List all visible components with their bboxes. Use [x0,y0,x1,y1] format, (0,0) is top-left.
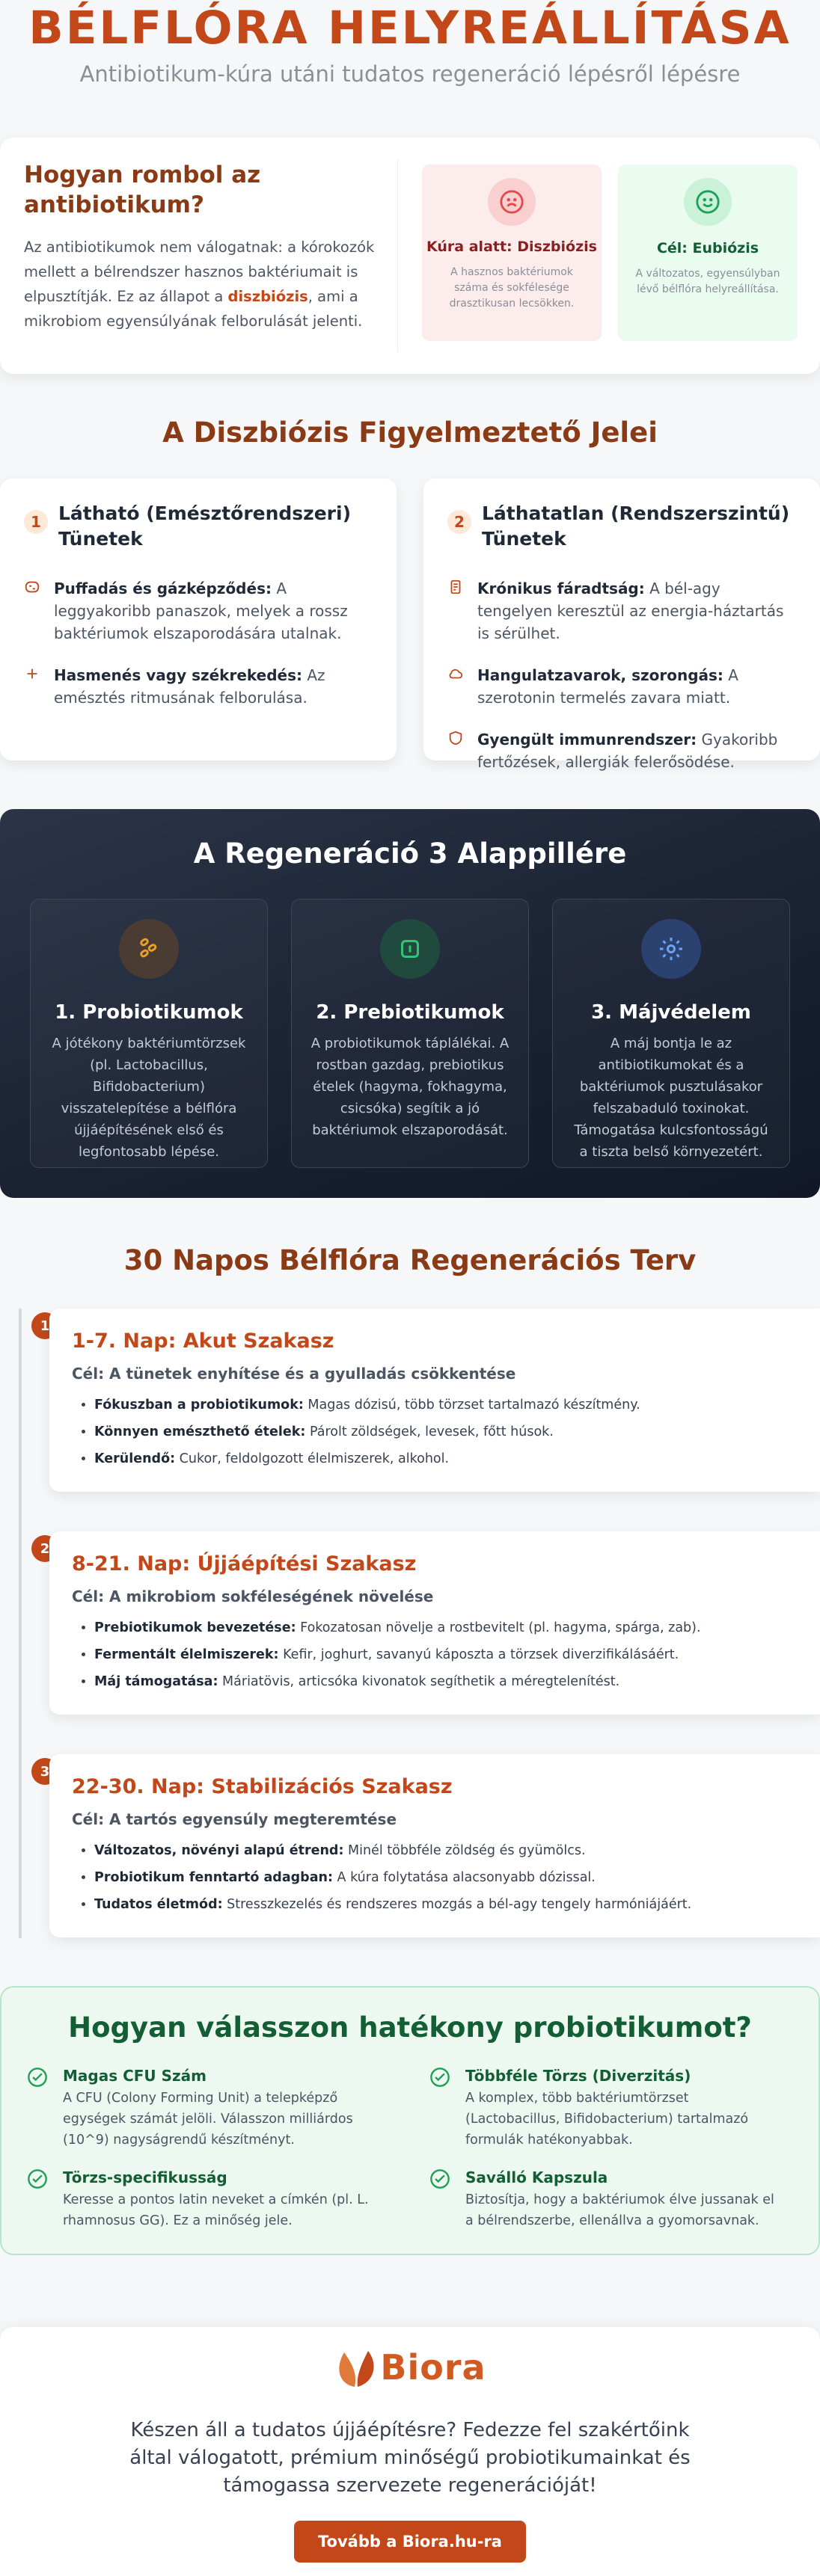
list-item: Saválló Kapszula Biztosítja, hogy a baktériumok élve jussanak el a bélrendszerbe, ellenállva a gyomorsavnak. [429,2168,781,2231]
diszbiozis-card [422,165,602,341]
check-icon [429,2067,465,2151]
diszbiozis-text: A hasznos baktériumok száma és sokfélesége drasztikusan lecsökken. [449,266,575,310]
diszbiozis-highlight: diszbiózis [227,288,308,305]
intro-text-block [0,160,398,351]
bacteria-icon [119,919,179,979]
visible-symptoms-card [0,479,397,760]
phase-title: 1-7. Nap: Akut Szakasz [72,1330,334,1353]
eubiozis-title: Cél: Eubiózis [656,240,759,256]
list-item: Törzs-specifikusság Keresse a pontos latin neveket a címkén (pl. L. rhamnosus GG). Ez a minőség jele. [27,2168,379,2231]
probiotic-guide [0,1986,820,2255]
gear-icon [641,919,701,979]
list-item: • Változatos, növényi alapú étrend: Minél többféle zöldség és gyümölcs. [94,1837,798,1864]
symptom-number: 2 [447,510,471,534]
phase-goal: Cél: A tünetek enyhítése és a gyulladás csökkentése [72,1365,516,1383]
phase-goal: Cél: A tartós egyensúly megteremtése [72,1810,397,1828]
stomach-icon [24,577,54,645]
phase-card-acute [49,1309,820,1492]
intro-text: Az antibiotikumok nem válogatnak: a kórokozók mellett a bélrendszer hasznos baktériumait is elpusztítják. Ez az állapot a diszbiózis, ami a mikrobiom egyensúlyának felborulását jelenti. [24,239,375,330]
list-item: Magas CFU Szám A CFU (Colony Forming Unit) a telepképző egységek számát jelöli. Válasszon milliárdos (10^9) nagyságrendű készítményt. [27,2067,379,2151]
list-item: Gyengült immunrendszer: Gyakoribb fertőzések, allergiák felerősödése. [447,728,798,773]
diszbiozis-title: Kúra alatt: Diszbiózis [426,239,597,255]
list-item: • Probiotikum fenntartó adagban: A kúra folytatása alacsonyabb dózissal. [94,1864,798,1891]
pillar-text: A máj bontja le az antibiotikumokat és a baktériumok pusztulásakor felszabaduló toxinokat. Támogatása kulcsfontosságú a tiszta belső környezetért. [574,1036,768,1160]
battery-icon [447,577,477,645]
phase-title: 22-30. Nap: Stabilizációs Szakasz [72,1775,453,1798]
visit-biora-button[interactable]: Tovább a Biora.hu-ra [294,2521,526,2563]
symptom-number: 1 [24,510,48,534]
phase-number: 2 [31,1535,58,1562]
pillar-title: 1. Probiotikumok [55,1001,243,1024]
list-item: • Prebiotikumok bevezetése: Fokozatosan növelje a rostbevitelt (pl. hagyma, spárga, zab). [94,1614,798,1641]
phase-goal: Cél: A mikrobiom sokféleségének növelése [72,1587,434,1605]
probiotic-title: Hogyan válasszon hatékony probiotikumot? [68,2011,752,2044]
list-item: • Máj támogatása: Máriatövis, articsóka kivonatok segíthetik a méregtelenítést. [94,1668,798,1695]
biora-logo[interactable] [0,2345,820,2390]
capsule-icon [380,919,440,979]
logo-text: Biora [380,2347,486,2388]
timeline-line [19,1309,22,1938]
pillars-section [0,809,820,1198]
cta-text: Készen áll a tudatos újjáépítésre? Fedezze fel szakértőink által válogatott, prémium minőségű probiotikumainkat és támogassa szervezete regenerációját! [129,2419,691,2497]
eubiozis-card [618,165,798,341]
shield-icon [447,728,477,773]
list-item: Hangulatzavarok, szorongás: A szerotonin termelés zavara miatt. [447,664,798,709]
check-icon [27,2067,63,2151]
symptoms-title: A Diszbiózis Figyelmeztető Jelei [162,416,658,449]
pillar-card-probiotics [30,899,268,1168]
list-item: • Kerülendő: Cukor, feldolgozott élelmiszerek, alkohol. [94,1445,798,1472]
list-item: • Könnyen emészthető ételek: Párolt zöldségek, levesek, főtt húsok. [94,1418,798,1445]
list-item: • Fermentált élelmiszerek: Kefir, joghurt, savanyú káposzta a törzsek diverzifikálásáért. [94,1641,798,1668]
pillar-card-prebiotics [291,899,529,1168]
check-icon [27,2168,63,2231]
check-icon [429,2168,465,2231]
sad-face-icon [488,178,536,226]
eubiozis-text: A változatos, egyensúlyban lévő bélflóra helyreállítása. [635,268,780,295]
list-item: • Tudatos életmód: Stresszkezelés és rendszeres mozgás a bél-agy tengely harmóniájáért. [94,1891,798,1918]
list-item: Többféle Törzs (Diverzitás) A komplex, több baktériumtörzset (Lactobacillus, Bifidobacterium) tartalmazó formulák hatékonyabbak. [429,2067,781,2151]
phase-number: 1 [31,1312,58,1339]
leaf-icon [334,2345,380,2390]
happy-face-icon [684,178,732,226]
intro-card [0,138,820,374]
plan-title: 30 Napos Bélflóra Regenerációs Terv [123,1244,697,1276]
cloud-icon [447,664,477,709]
list-item: Hasmenés vagy székrekedés: Az emésztés ritmusának felborulása. [24,664,374,709]
pillar-title: 2. Prebiotikumok [316,1001,504,1024]
page-title: BÉLFLÓRA HELYREÁLLÍTÁSA [28,1,792,55]
list-item: Krónikus fáradtság: A bél-agy tengelyen keresztül az energia-háztartás is sérülhet. [447,577,798,645]
visible-symptoms-title: Látható (Emésztőrendszeri) Tünetek [58,502,352,550]
pillar-card-liver [552,899,790,1168]
list-item: Puffadás és gázképződés: A leggyakoribb panaszok, melyek a rossz baktériumok elszaporodására utalnak. [24,577,374,645]
hidden-symptoms-title: Láthatatlan (Rendszerszintű) Tünetek [482,502,790,550]
plus-icon [24,664,54,709]
pillar-text: A probiotikumok táplálékai. A rostban gazdag, prebiotikus ételek (hagyma, fokhagyma, csicsóka) segítik a jó baktériumok elszaporodását. [310,1036,510,1138]
cta-section [0,2327,820,2576]
list-item: • Fókuszban a probiotikumok: Magas dózisú, több törzset tartalmazó készítmény. [94,1392,798,1418]
pillar-title: 3. Májvédelem [591,1001,751,1024]
hero [0,0,820,93]
phase-number: 3 [31,1758,58,1785]
phase-title: 8-21. Nap: Újjáépítési Szakasz [72,1552,417,1576]
phase-card-rebuild [49,1531,820,1715]
intro-heading: Hogyan rombol az antibiotikum? [24,162,261,218]
phase-card-stabilize [49,1754,820,1937]
pillars-title: A Regeneráció 3 Alappillére [193,837,627,870]
hidden-symptoms-card [423,479,820,771]
page-subtitle: Antibiotikum-kúra utáni tudatos regeneráció lépésről lépésre [79,61,741,87]
pillar-text: A jótékony baktériumtörzsek (pl. Lactobacillus, Bifidobacterium) visszatelepítése a bélflóra újjáépítésének első és legfontosabb lépése. [52,1036,246,1160]
